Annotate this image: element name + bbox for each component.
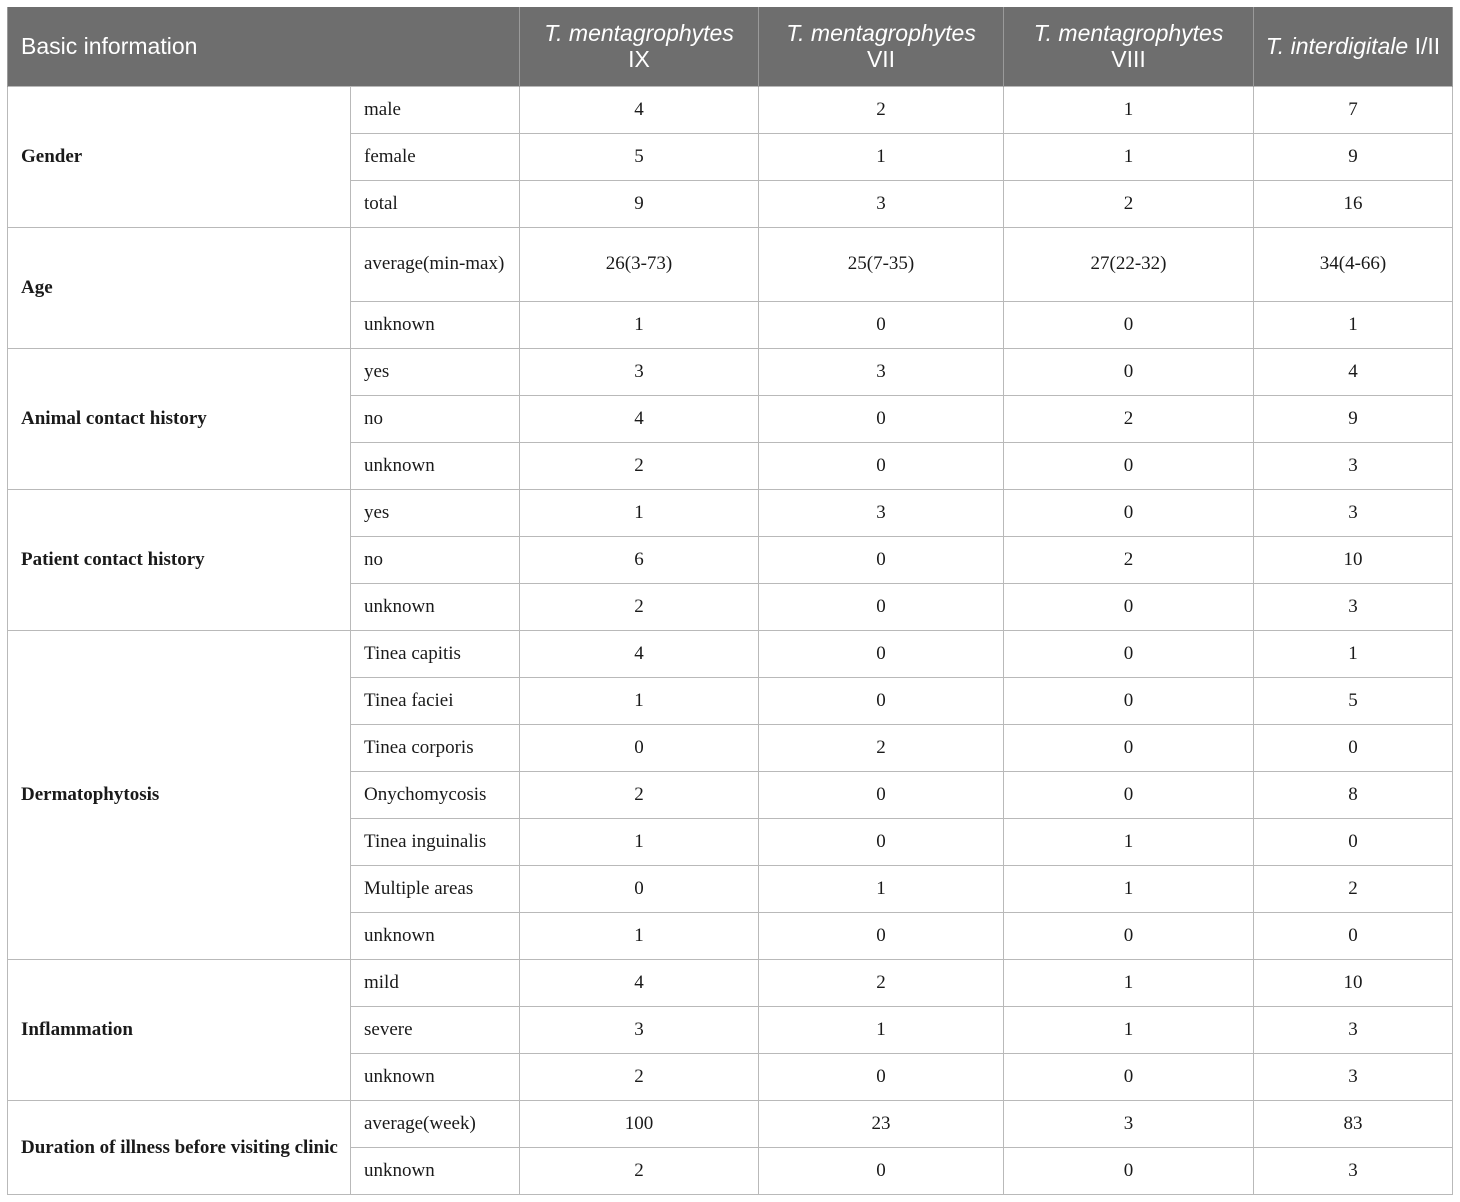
- cell-value: 6: [520, 536, 759, 583]
- cell-value: 10: [1254, 536, 1453, 583]
- cell-value: 0: [1254, 818, 1453, 865]
- cell-value: 0: [1004, 1147, 1254, 1194]
- group-label-inflammation: Inflammation: [8, 959, 351, 1100]
- column-header-ix: [520, 7, 759, 86]
- cell-value: 1: [1004, 133, 1254, 180]
- cell-value: 4: [520, 395, 759, 442]
- row-label: Multiple areas: [351, 865, 520, 912]
- cell-value: 3: [1254, 442, 1453, 489]
- cell-value: 1: [520, 818, 759, 865]
- cell-value: 0: [1004, 912, 1254, 959]
- cell-value: 2: [759, 724, 1004, 771]
- cell-value: 27(22-32): [1004, 227, 1254, 301]
- row-label: yes: [351, 489, 520, 536]
- cell-value: 83: [1254, 1100, 1453, 1147]
- cell-value: 4: [1254, 348, 1453, 395]
- cell-value: 0: [1004, 1053, 1254, 1100]
- cell-value: 16: [1254, 180, 1453, 227]
- row-label: mild: [351, 959, 520, 1006]
- table-row: [8, 630, 1453, 677]
- cell-value: 1: [520, 489, 759, 536]
- cell-value: 0: [759, 771, 1004, 818]
- cell-value: 0: [1004, 630, 1254, 677]
- table-row: [8, 348, 1453, 395]
- cell-value: 1: [759, 865, 1004, 912]
- cell-value: 0: [759, 301, 1004, 348]
- cell-value: 3: [1004, 1100, 1254, 1147]
- cell-value: 0: [759, 442, 1004, 489]
- row-label: yes: [351, 348, 520, 395]
- row-label: no: [351, 395, 520, 442]
- cell-value: 3: [520, 1006, 759, 1053]
- cell-value: 25(7-35): [759, 227, 1004, 301]
- species-name: T. mentagrophytes: [544, 20, 734, 47]
- row-label: female: [351, 133, 520, 180]
- cell-value: 1: [1254, 630, 1453, 677]
- cell-value: 0: [1004, 724, 1254, 771]
- cell-value: 2: [520, 1147, 759, 1194]
- cell-value: 1: [520, 301, 759, 348]
- cell-value: 0: [1254, 912, 1453, 959]
- cell-value: 5: [1254, 677, 1453, 724]
- row-label: Tinea faciei: [351, 677, 520, 724]
- cell-value: 0: [1004, 442, 1254, 489]
- row-label: Tinea inguinalis: [351, 818, 520, 865]
- cell-value: 0: [1004, 583, 1254, 630]
- cell-value: 3: [759, 489, 1004, 536]
- row-label: unknown: [351, 912, 520, 959]
- row-label: unknown: [351, 442, 520, 489]
- genotype: VII: [866, 46, 896, 73]
- cell-value: 26(3-73): [520, 227, 759, 301]
- cell-value: 2: [520, 583, 759, 630]
- cell-value: 0: [520, 724, 759, 771]
- cell-value: 0: [520, 865, 759, 912]
- cell-value: 0: [759, 1147, 1004, 1194]
- column-header-interdigitale: [1254, 7, 1453, 86]
- cell-value: 0: [759, 395, 1004, 442]
- cell-value: 3: [1254, 1006, 1453, 1053]
- row-label: unknown: [351, 583, 520, 630]
- cell-value: 4: [520, 86, 759, 133]
- table-row: [8, 86, 1453, 133]
- group-label-animal-contact-history: Animal contact history: [8, 348, 351, 489]
- cell-value: 0: [759, 818, 1004, 865]
- cell-value: 0: [759, 583, 1004, 630]
- cell-value: 3: [1254, 583, 1453, 630]
- row-label: no: [351, 536, 520, 583]
- data-table: [7, 7, 1453, 1195]
- table-header: [8, 7, 1453, 86]
- group-label-patient-contact-history: Patient contact history: [8, 489, 351, 630]
- cell-value: 1: [520, 912, 759, 959]
- group-label-gender: Gender: [8, 86, 351, 227]
- cell-value: 0: [1004, 301, 1254, 348]
- cell-value: 2: [520, 442, 759, 489]
- cell-value: 4: [520, 959, 759, 1006]
- genotype: I/II: [1414, 33, 1441, 60]
- cell-value: 2: [1004, 536, 1254, 583]
- table-row: [8, 227, 1453, 301]
- column-header-vii: [759, 7, 1004, 86]
- column-header-viii: [1004, 7, 1254, 86]
- row-label: total: [351, 180, 520, 227]
- species-name: T. interdigitale: [1265, 33, 1409, 60]
- cell-value: 3: [1254, 1147, 1453, 1194]
- cell-value: 2: [759, 86, 1004, 133]
- cell-value: 0: [759, 630, 1004, 677]
- cell-value: 3: [1254, 489, 1453, 536]
- group-label-duration-of-illness-before-visiting-clinic: Duration of illness before visiting clinic: [8, 1100, 351, 1194]
- cell-value: 0: [759, 536, 1004, 583]
- group-label-dermatophytosis: Dermatophytosis: [8, 630, 351, 959]
- row-label: Tinea corporis: [351, 724, 520, 771]
- cell-value: 9: [1254, 133, 1453, 180]
- cell-value: 1: [1004, 1006, 1254, 1053]
- genotype: IX: [628, 46, 650, 73]
- species-name: T. mentagrophytes: [786, 20, 976, 47]
- cell-value: 1: [1004, 865, 1254, 912]
- cell-value: 3: [520, 348, 759, 395]
- cell-value: 1: [1004, 818, 1254, 865]
- cell-value: 2: [1004, 395, 1254, 442]
- cell-value: 1: [1004, 959, 1254, 1006]
- cell-value: 9: [1254, 395, 1453, 442]
- row-label: Onychomycosis: [351, 771, 520, 818]
- basic-information-header: Basic information: [8, 7, 520, 86]
- cell-value: 0: [1004, 677, 1254, 724]
- cell-value: 1: [520, 677, 759, 724]
- cell-value: 0: [1254, 724, 1453, 771]
- cell-value: 3: [1254, 1053, 1453, 1100]
- cell-value: 23: [759, 1100, 1004, 1147]
- cell-value: 10: [1254, 959, 1453, 1006]
- row-label: Tinea capitis: [351, 630, 520, 677]
- table-row: [8, 959, 1453, 1006]
- cell-value: 5: [520, 133, 759, 180]
- header-row: [8, 7, 1453, 86]
- cell-value: 2: [520, 771, 759, 818]
- row-label: average(week): [351, 1100, 520, 1147]
- row-label: unknown: [351, 1053, 520, 1100]
- cell-value: 2: [759, 959, 1004, 1006]
- cell-value: 0: [1004, 489, 1254, 536]
- table-row: [8, 489, 1453, 536]
- row-label: unknown: [351, 301, 520, 348]
- cell-value: 0: [1004, 771, 1254, 818]
- cell-value: 3: [759, 348, 1004, 395]
- species-name: T. mentagrophytes: [1033, 20, 1224, 47]
- cell-value: 0: [759, 1053, 1004, 1100]
- cell-value: 34(4-66): [1254, 227, 1453, 301]
- genotype: VIII: [1111, 46, 1146, 73]
- row-label: unknown: [351, 1147, 520, 1194]
- cell-value: 1: [1254, 301, 1453, 348]
- cell-value: 0: [759, 912, 1004, 959]
- row-label: male: [351, 86, 520, 133]
- row-label: average(min-max): [351, 227, 520, 301]
- table-row: [8, 1100, 1453, 1147]
- cell-value: 8: [1254, 771, 1453, 818]
- cell-value: 1: [759, 1006, 1004, 1053]
- cell-value: 2: [1254, 865, 1453, 912]
- cell-value: 9: [520, 180, 759, 227]
- row-label: severe: [351, 1006, 520, 1053]
- table-body: [8, 86, 1453, 1194]
- cell-value: 7: [1254, 86, 1453, 133]
- cell-value: 0: [1004, 348, 1254, 395]
- cell-value: 1: [759, 133, 1004, 180]
- cell-value: 0: [759, 677, 1004, 724]
- cell-value: 4: [520, 630, 759, 677]
- cell-value: 100: [520, 1100, 759, 1147]
- group-label-age: Age: [8, 227, 351, 348]
- cell-value: 3: [759, 180, 1004, 227]
- cell-value: 1: [1004, 86, 1254, 133]
- cell-value: 2: [1004, 180, 1254, 227]
- cell-value: 2: [520, 1053, 759, 1100]
